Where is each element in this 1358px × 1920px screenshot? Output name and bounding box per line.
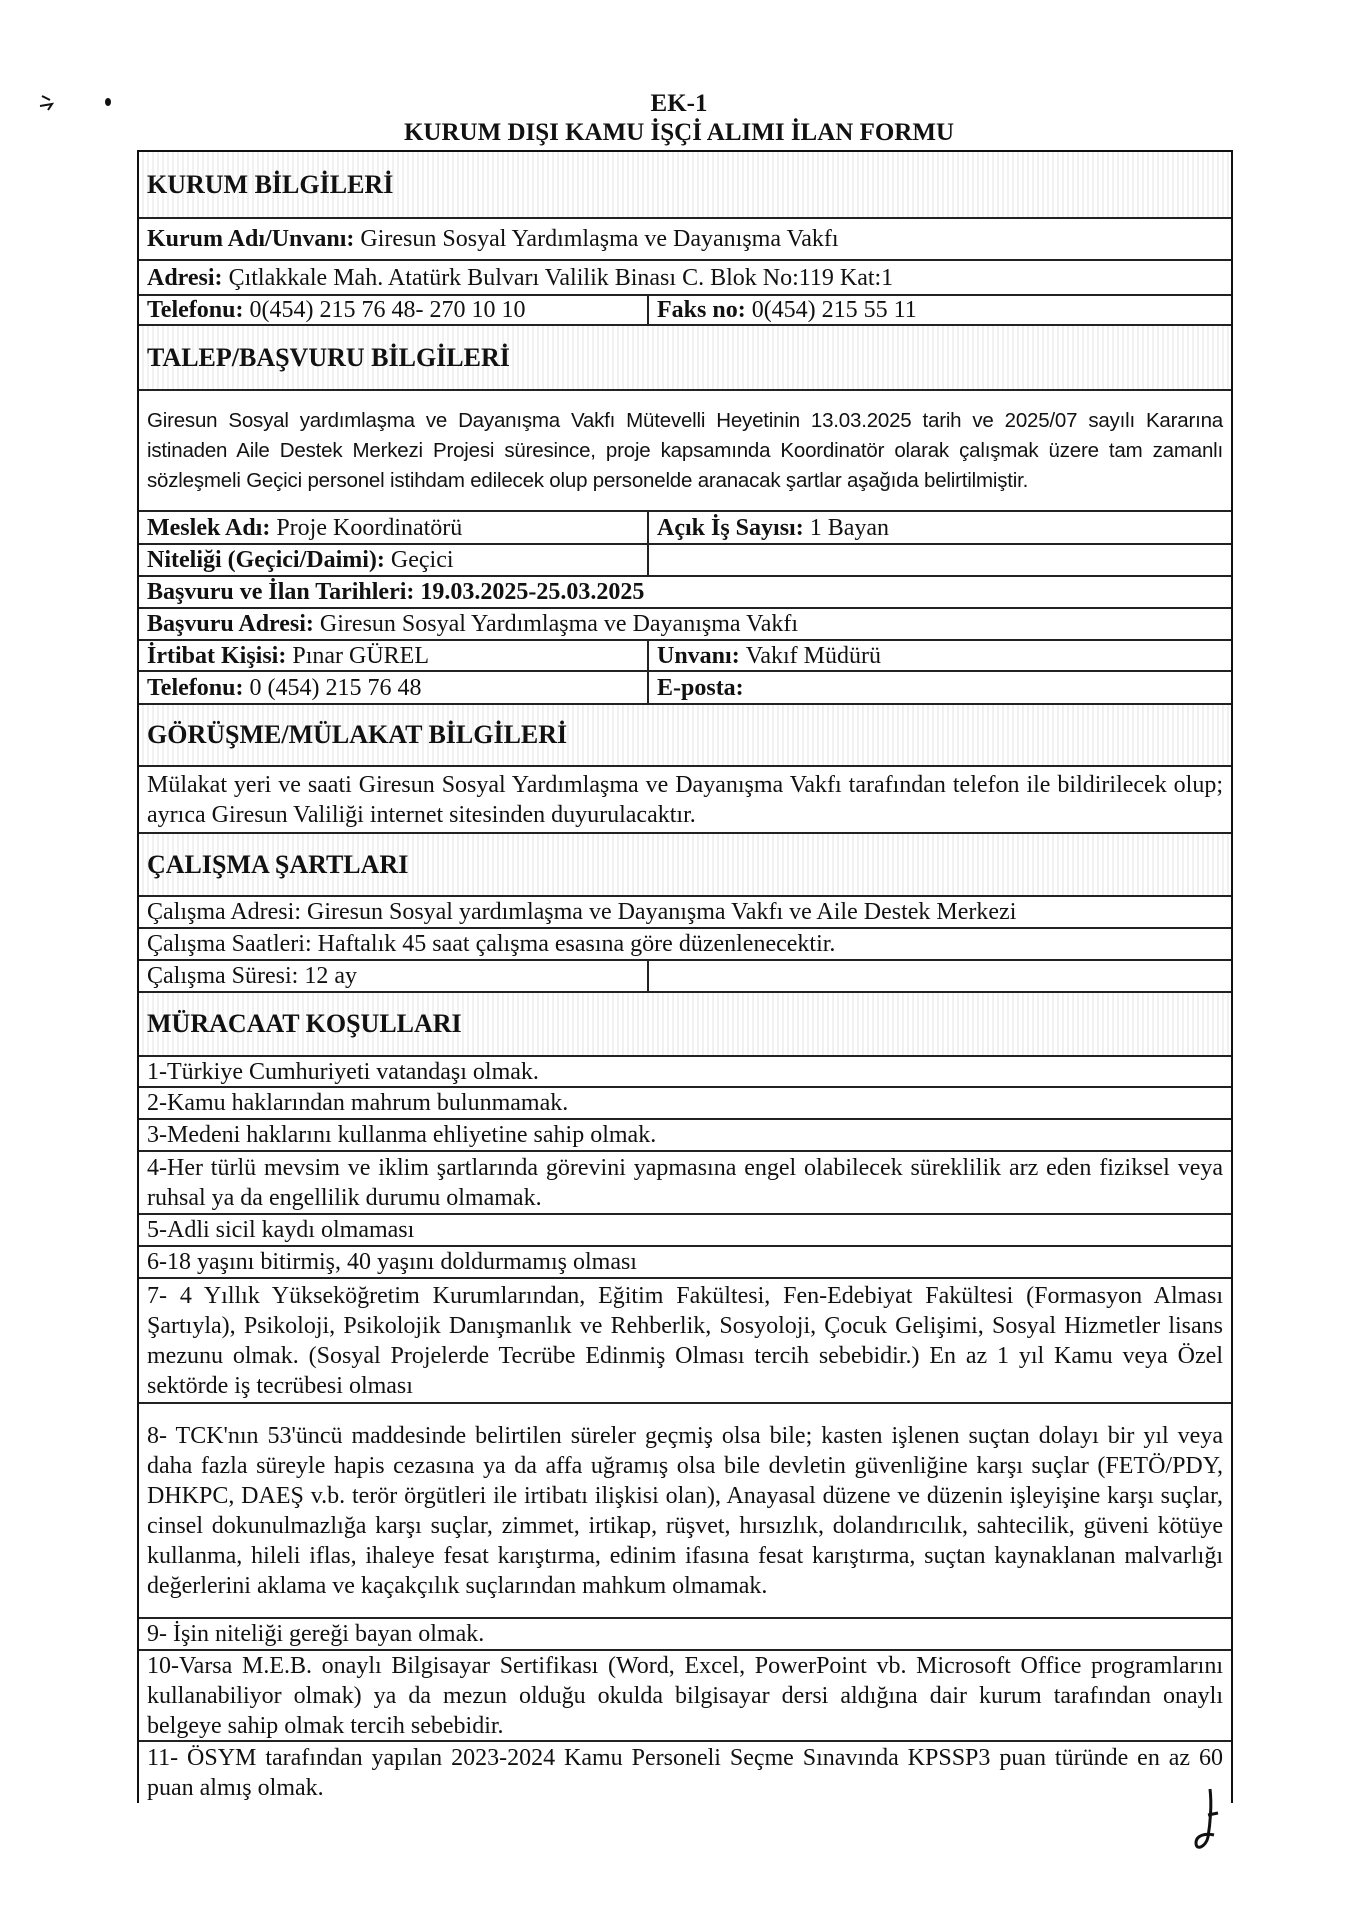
section-title: TALEP/BAŞVURU BİLGİLERİ	[147, 342, 510, 372]
field-value: Giresun Sosyal Yardımlaşma ve Dayanışma Vakfı	[360, 226, 839, 252]
talep-description-row	[139, 391, 1231, 512]
calisma-duration: Çalışma Süresi: 12 ay	[139, 961, 649, 991]
field-value: 0 (454) 215 76 48	[249, 674, 422, 701]
condition-item	[139, 1120, 1231, 1152]
condition-item	[139, 1651, 1231, 1742]
condition-item	[139, 1279, 1231, 1404]
condition-item	[139, 1742, 1231, 1803]
section-gorusme-header	[139, 705, 1231, 767]
condition-text: 11- ÖSYM tarafından yapılan 2023-2024 Kamu Personeli Seçme Sınavında KPSSP3 puan türünde en az 60 puan almış olmak.	[147, 1744, 1223, 1801]
condition-text: 10-Varsa M.E.B. onaylı Bilgisayar Sertifikası (Word, Excel, PowerPoint vb. Microsoft Office programlarını kullanabiliyor olmak) ya da mezun olduğu okulda bilgisayar dersi aldığına dair kurum tarafından onaylı belgeye sahip olmak tercih sebebidir.	[147, 1652, 1223, 1739]
field-value: Pınar GÜREL	[292, 642, 429, 669]
contact-row	[139, 641, 1231, 672]
field-value: Proje Koordinatörü	[276, 514, 463, 541]
field-label: Kurum Adı/Unvanı:	[147, 226, 355, 252]
field-label: Telefonu:	[147, 674, 244, 701]
condition-text: 3-Medeni haklarını kullanma ehliyetine sahip olmak.	[147, 1122, 657, 1148]
field-value: 1 Bayan	[809, 514, 890, 541]
kurum-name-row	[139, 219, 1231, 261]
gorusme-text: Mülakat yeri ve saati Giresun Sosyal Yardımlaşma ve Dayanışma Vakfı tarafından telefon ile bildirilecek olup; ayrıca Giresun Valiliği internet sitesinden duyurulacaktır.	[147, 771, 1223, 828]
field-value: Geçici	[390, 547, 454, 573]
section-calisma-header	[139, 834, 1231, 897]
condition-text: 5-Adli sicil kaydı olmaması	[147, 1217, 415, 1243]
dates-row	[139, 577, 1231, 609]
condition-text: 8- TCK'nın 53'üncü maddesinde belirtilen süreler geçmiş olsa bile; kasten işlenen suçtan dolayı bir yıl veya daha fazla süreyle hapis cezasına ya da affa uğramış olsa bile devletin güvenliğine karşı suçlar (FETÖ/PDY, DHKPC, DAEŞ v.b. terör örgütleri ile irtibatı ilişkisi olan), Anayasal düzene ve düzenin işleyişine karşı suçlar, cinsel dokunulmazlığa karşı suçlar, zimmet, irtikap, rüşvet, hırsızlık, dolandırıcılık, sahtecilik, güveni kötüye kullanma, hileli iflas, ihaleye fesat karıştırma, edinim ifasına fesat karıştırma, suçtan kaynaklanan malvarlığı değerlerini aklama ve kaçakçılık suçlarından mahkum olmamak.	[147, 1422, 1223, 1599]
section-muracaat-header	[139, 993, 1231, 1057]
condition-item	[139, 1088, 1231, 1120]
calisma-address: Çalışma Adresi: Giresun Sosyal yardımlaşma ve Dayanışma Vakfı ve Aile Destek Merkezi	[147, 899, 1017, 925]
field-label: Niteliği (Geçici/Daimi):	[147, 547, 385, 573]
field-label: Telefonu:	[147, 297, 244, 323]
condition-text: 7- 4 Yıllık Yükseköğretim Kurumlarından, Eğitim Fakültesi, Fen-Edebiyat Fakültesi (Formasyon Alması Şartıyla), Psikoloji, Psikolojik Danışmanlık ve Rehberlik, Sosyoloji, Çocuk Gelişimi, Sosyal Hizmetler lisans mezunu olmak. (Sosyal Projelerde Tecrübe Edinmiş Olması tercih sebebidir.) En az 1 yıl Kamu veya Özel sektörde iş tecrübesi olması	[147, 1282, 1223, 1399]
field-label: Unvanı:	[657, 642, 740, 669]
condition-item	[139, 1057, 1231, 1088]
contact-phone-row	[139, 672, 1231, 705]
apply-address-row	[139, 609, 1231, 641]
field-label: Meslek Adı:	[147, 514, 271, 541]
form-title: KURUM DIŞI KAMU İŞÇİ ALIMI İLAN FORMU	[403, 119, 955, 146]
field-label: Açık İş Sayısı:	[657, 514, 804, 541]
field-label: Faks no:	[657, 297, 746, 323]
job-row	[139, 512, 1231, 545]
field-label: İrtibat Kişisi:	[147, 642, 287, 669]
field-value: 0(454) 215 76 48- 270 10 10	[249, 297, 526, 323]
section-title: GÖRÜŞME/MÜLAKAT BİLGİLERİ	[147, 720, 568, 749]
condition-item	[139, 1215, 1231, 1247]
field-label: Başvuru ve İlan Tarihleri:	[147, 579, 415, 605]
section-kurum-header	[139, 152, 1231, 219]
field-value: 0(454) 215 55 11	[751, 297, 917, 323]
signature-icon	[1188, 1785, 1228, 1855]
calisma-duration-row	[139, 961, 1231, 993]
announcement-form-table	[137, 150, 1233, 1803]
condition-item	[139, 1404, 1231, 1619]
condition-item	[139, 1619, 1231, 1651]
condition-text: 9- İşin niteliği gereği bayan olmak.	[147, 1621, 485, 1647]
section-title: KURUM BİLGİLERİ	[147, 169, 394, 199]
kurum-address-row	[139, 261, 1231, 296]
section-title: MÜRACAAT KOŞULLARI	[147, 1009, 462, 1038]
gorusme-text-row	[139, 767, 1231, 834]
annex-label: EK-1	[650, 90, 708, 117]
condition-item	[139, 1247, 1231, 1279]
calisma-hours-row	[139, 929, 1231, 961]
condition-text: 4-Her türlü mevsim ve iklim şartlarında görevini yapmasına engel olabilecek süreklilik arz eden fiziksel veya ruhsal ya da engellilik durumu olmamak.	[147, 1154, 1223, 1211]
talep-description: Giresun Sosyal yardımlaşma ve Dayanışma Vakfı Mütevelli Heyetinin 13.03.2025 tarih ve 2025/07 sayılı Kararına istinaden Aile Destek Merkezi Projesi süresince, proje kapsamında Koordinatör olarak çalışmak üzere tam zamanlı sözleşmeli Geçici personel istihdam edilecek olup personelde aranacak şartlar aşağıda belirtilmiştir.	[147, 408, 1223, 492]
field-value: 19.03.2025-25.03.2025	[420, 579, 645, 605]
field-label: Adresi:	[147, 264, 223, 291]
type-row	[139, 545, 1231, 577]
field-value: Çıtlakkale Mah. Atatürk Bulvarı Valilik Binası C. Blok No:119 Kat:1	[228, 264, 894, 291]
section-talep-header	[139, 326, 1231, 391]
field-label: Başvuru Adresi:	[147, 611, 314, 637]
condition-text: 1-Türkiye Cumhuriyeti vatandaşı olmak.	[147, 1058, 539, 1085]
field-label: E-posta:	[657, 674, 744, 701]
kurum-phone-fax-row	[139, 296, 1231, 326]
section-title: ÇALIŞMA ŞARTLARI	[147, 849, 409, 879]
condition-text: 6-18 yaşını bitirmiş, 40 yaşını doldurmamış olması	[147, 1249, 637, 1275]
condition-item	[139, 1152, 1231, 1215]
field-value: Vakıf Müdürü	[745, 642, 882, 669]
calisma-hours: Çalışma Saatleri: Haftalık 45 saat çalışma esasına göre düzenlenecektir.	[147, 931, 836, 957]
calisma-address-row	[139, 897, 1231, 929]
field-value: Giresun Sosyal Yardımlaşma ve Dayanışma Vakfı	[319, 611, 799, 637]
condition-text: 2-Kamu haklarından mahrum bulunmamak.	[147, 1090, 569, 1116]
